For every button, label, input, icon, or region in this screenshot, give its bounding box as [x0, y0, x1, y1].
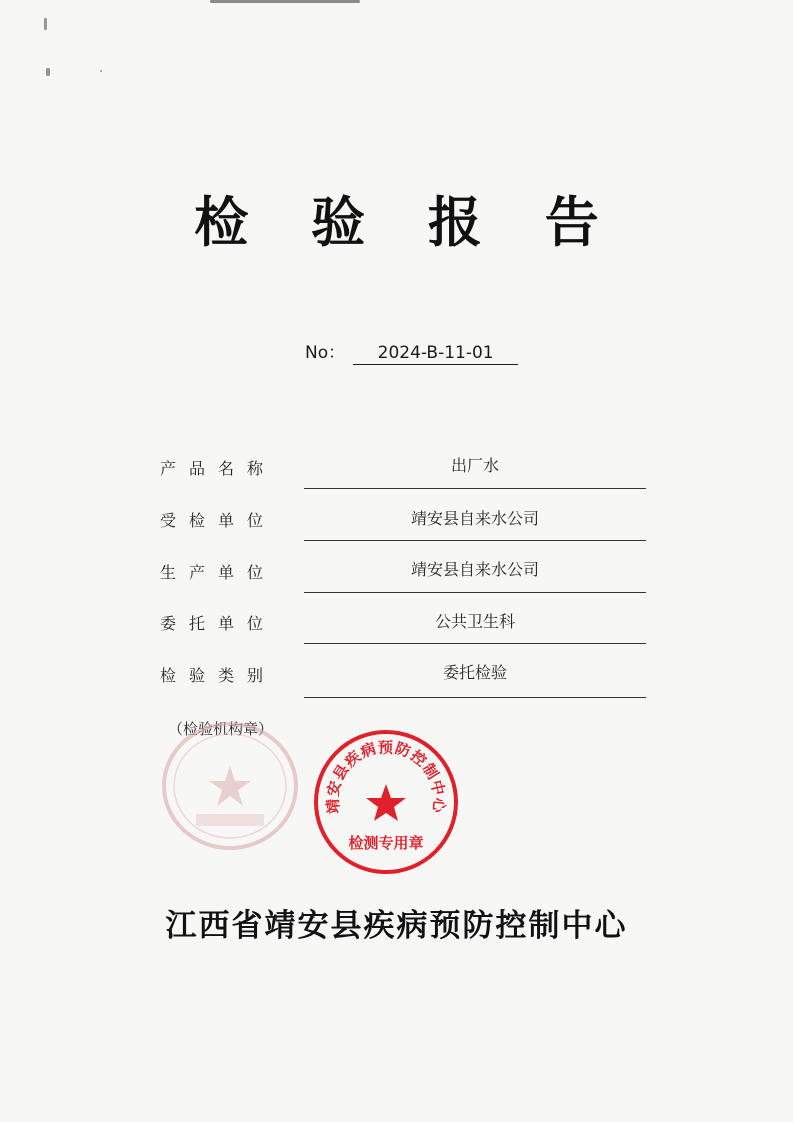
field-label-inspected-unit: 受检单位: [160, 511, 277, 530]
field-value-production-unit: 靖安县自来水公司: [410, 560, 539, 579]
red-seal-outer-text: 靖安县疾病预防控制中心: [323, 738, 449, 815]
field-value-client-unit: 公共卫生科: [434, 612, 515, 631]
field-label-product-name: 产品名称: [160, 459, 277, 478]
scan-speck: [44, 18, 47, 30]
scan-speck: [46, 68, 50, 76]
scan-speck: [100, 70, 102, 72]
field-underline: [304, 592, 646, 593]
field-underline: [304, 540, 646, 541]
field-label-client-unit: 委托单位: [160, 614, 277, 633]
report-title: 检 验 报 告: [194, 191, 621, 254]
field-underline: [304, 488, 646, 489]
field-value-inspected-unit: 靖安县自来水公司: [410, 509, 539, 528]
field-value-inspection-type: 委托检验: [442, 663, 507, 682]
scan-mark: [210, 0, 360, 3]
report-number: [305, 338, 518, 365]
faded-seal-stamp: [156, 718, 304, 853]
issuing-institution: 江西省靖安县疾病预防控制中心: [165, 908, 628, 944]
red-inspection-seal: [312, 728, 460, 876]
report-number-label: No：: [305, 343, 346, 363]
field-underline: [304, 697, 646, 698]
red-seal-inner-text: 检测专用章: [348, 834, 424, 852]
field-value-product-name: 出厂水: [450, 456, 499, 475]
report-number-value: 2024-B-11-01: [353, 343, 518, 365]
field-label-inspection-type: 检验类别: [160, 666, 277, 685]
field-underline: [304, 643, 646, 644]
seal-section-label: （检验机构章）: [168, 720, 274, 738]
field-label-production-unit: 生产单位: [160, 563, 277, 582]
